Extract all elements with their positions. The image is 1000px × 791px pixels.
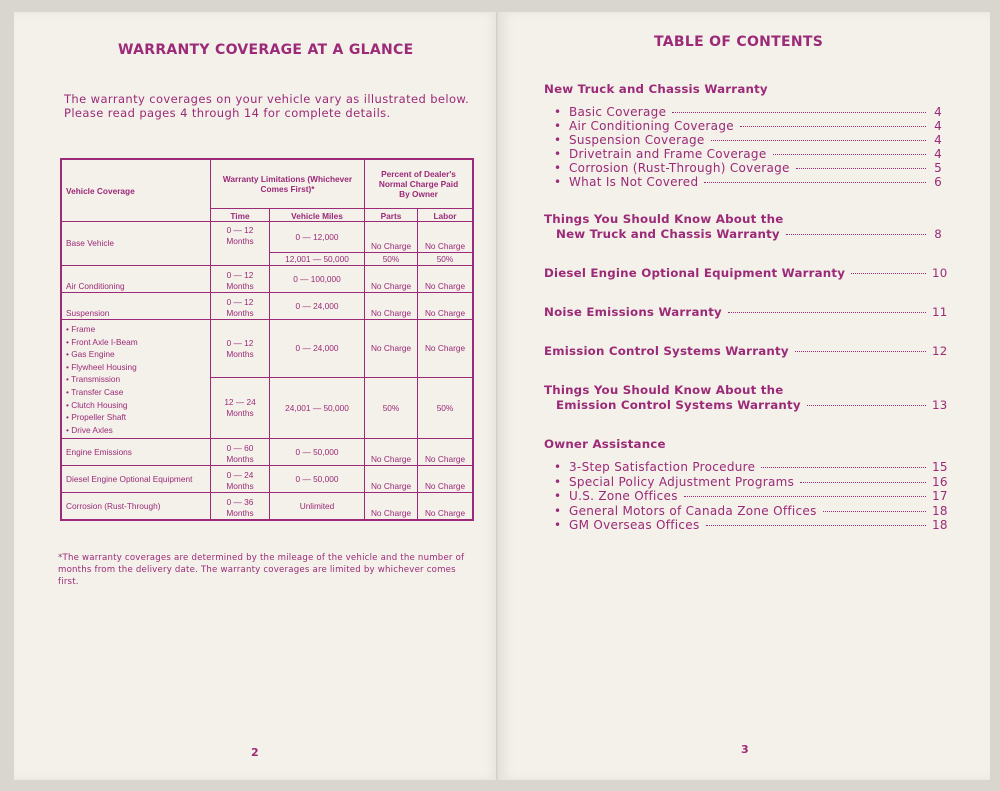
cell-time: 0 — 24 Months: [211, 466, 270, 493]
page-number: 2: [251, 746, 259, 759]
dot-leader: [684, 496, 926, 497]
toc-entry-label: Suspension Coverage: [569, 133, 705, 147]
table-row: [61, 439, 473, 466]
toc-sub-entry: [554, 133, 942, 147]
dot-leader: [786, 234, 926, 235]
cell-time: 0 — 12 Months: [211, 266, 270, 293]
dot-leader: [851, 273, 926, 274]
dot-leader: [807, 405, 926, 406]
toc-sub-entry: [554, 503, 948, 518]
toc-sub-entry: [554, 119, 942, 133]
bullet-icon: •: [554, 518, 562, 532]
row-label-corrosion: Corrosion (Rust-Through): [61, 493, 211, 521]
dot-leader: [796, 168, 926, 169]
toc-sub-entry: [554, 518, 948, 532]
cell-time: 0 — 12 Months: [211, 320, 270, 378]
list-item: • Frame: [66, 323, 208, 336]
toc-entry-diesel: [544, 266, 948, 280]
list-item: • Front Axle I-Beam: [66, 336, 208, 349]
list-item: • Drive Axles: [66, 424, 208, 437]
cell-labor: No Charge: [418, 222, 474, 253]
toc-sub-entry: [554, 460, 948, 474]
cell-miles: 0 — 24,000: [270, 293, 365, 320]
cell-time: 0 — 60 Months: [211, 439, 270, 466]
row-label-emissions: Engine Emissions: [61, 439, 211, 466]
bullet-icon: •: [554, 175, 562, 189]
toc-entry-label: What Is Not Covered: [569, 175, 699, 189]
header-percent-paid: Percent of Dealer's Normal Charge Paid By Owner: [365, 159, 474, 209]
dot-leader: [672, 112, 926, 113]
list-item: • Clutch Housing: [66, 399, 208, 412]
toc-page-number: 6: [934, 175, 942, 189]
toc-entry-label: Air Conditioning Coverage: [569, 119, 734, 133]
cell-miles: Unlimited: [270, 493, 365, 521]
table-row: [61, 293, 473, 320]
row-label-ac: Air Conditioning: [61, 266, 211, 293]
list-item: • Transfer Case: [66, 386, 208, 399]
toc-sub-entry: [554, 161, 942, 175]
toc-page-number: 11: [932, 305, 948, 319]
toc-page-number: 15: [932, 460, 948, 474]
cell-parts: No Charge: [365, 493, 418, 521]
toc-entry-label: Noise Emissions Warranty: [544, 305, 722, 319]
intro-text: The warranty coverages on your vehicle vary as illustrated below. Please read pages 4 through 14 for complete details.: [64, 92, 470, 120]
header-parts: Parts: [365, 209, 418, 222]
cell-parts: No Charge: [365, 466, 418, 493]
dot-leader: [706, 525, 926, 526]
row-label-diesel: Diesel Engine Optional Equipment: [61, 466, 211, 493]
toc-entry-noise: [544, 305, 948, 319]
toc-entry-label: General Motors of Canada Zone Offices: [569, 503, 817, 518]
toc-sub-entry: [554, 474, 948, 489]
dot-leader: [761, 467, 926, 468]
header-warranty-limitations: Warranty Limitations (Whichever Comes First)*: [211, 159, 365, 209]
header-vehicle-coverage: Vehicle Coverage: [61, 159, 211, 222]
toc-sub-entry: [554, 105, 942, 119]
row-label-drivetrain: [61, 320, 211, 439]
toc-section-owner: Owner Assistance: [544, 437, 666, 451]
cell-parts: No Charge: [365, 439, 418, 466]
cell-miles: 0 — 24,000: [270, 320, 365, 378]
table-row: [61, 466, 473, 493]
cell-time: 0 — 12 Months: [211, 222, 270, 266]
toc-entry-label: Basic Coverage: [569, 105, 667, 119]
cell-labor: 50%: [418, 378, 474, 439]
toc-page-number: 4: [934, 119, 942, 133]
bullet-icon: •: [554, 105, 562, 119]
bullet-icon: •: [554, 489, 562, 503]
dot-leader: [795, 351, 926, 352]
cell-miles: 0 — 50,000: [270, 466, 365, 493]
cell-parts: 50%: [365, 253, 418, 266]
cell-labor: No Charge: [418, 466, 474, 493]
toc-page-number: 4: [934, 133, 942, 147]
toc-page-number: 18: [932, 503, 948, 518]
toc-entry-label: Emission Control Systems Warranty: [556, 398, 801, 412]
toc-page-number: 17: [932, 489, 948, 503]
toc-entry-label: New Truck and Chassis Warranty: [556, 227, 780, 241]
cell-labor: No Charge: [418, 266, 474, 293]
page-title: TABLE OF CONTENTS: [654, 34, 824, 50]
cell-labor: No Charge: [418, 493, 474, 521]
table-header-row: [61, 159, 473, 209]
cell-labor: 50%: [418, 253, 474, 266]
toc-page-number: 4: [934, 105, 942, 119]
cell-parts: No Charge: [365, 222, 418, 253]
table-row: [61, 493, 473, 521]
cell-parts: No Charge: [365, 266, 418, 293]
cell-time: 0 — 12 Months: [211, 293, 270, 320]
left-page: [14, 12, 498, 780]
toc-sub-entry: [554, 489, 948, 503]
toc-entry-label: GM Overseas Offices: [569, 518, 700, 532]
list-item: • Transmission: [66, 373, 208, 386]
toc-entry-label: U.S. Zone Offices: [569, 489, 678, 503]
table-row: [61, 222, 473, 253]
header-vehicle-miles: Vehicle Miles: [270, 209, 365, 222]
cell-parts: 50%: [365, 378, 418, 439]
toc-page-number: 4: [934, 147, 942, 161]
bullet-icon: •: [554, 119, 562, 133]
cell-parts: No Charge: [365, 320, 418, 378]
toc-entry-things1: [544, 227, 942, 241]
bullet-icon: •: [554, 133, 562, 147]
cell-miles: 0 — 12,000: [270, 222, 365, 253]
toc-page-number: 18: [932, 518, 948, 532]
toc-sub-entry: [554, 175, 942, 189]
footnote: *The warranty coverages are determined by the mileage of the vehicle and the number of months from the delivery date. The warranty coverages are limited by whichever comes first.: [58, 553, 465, 587]
bullet-icon: •: [554, 161, 562, 175]
dot-leader: [823, 511, 926, 512]
table-row: [61, 266, 473, 293]
bullet-icon: •: [554, 460, 562, 474]
page-title: WARRANTY COVERAGE AT A GLANCE: [118, 42, 414, 58]
dot-leader: [740, 126, 926, 127]
cell-time: 0 — 36 Months: [211, 493, 270, 521]
toc-entry-things2: [544, 398, 948, 412]
toc-page-number: 13: [932, 398, 948, 412]
toc-section-things2: Things You Should Know About the: [544, 383, 784, 397]
toc-entry-label: Diesel Engine Optional Equipment Warranty: [544, 266, 846, 280]
toc-section-things1: Things You Should Know About the: [544, 212, 784, 226]
toc-sub-entry: [554, 147, 942, 161]
toc-page-number: 5: [934, 161, 942, 175]
toc-page-number: 8: [934, 227, 942, 241]
dot-leader: [704, 182, 926, 183]
bullet-icon: •: [554, 503, 562, 518]
bullet-icon: •: [554, 474, 562, 489]
toc-entry-label: 3-Step Satisfaction Procedure: [569, 460, 756, 474]
dot-leader: [711, 140, 926, 141]
toc-section-new-truck: New Truck and Chassis Warranty: [544, 82, 768, 96]
dot-leader: [773, 154, 926, 155]
dot-leader: [800, 482, 926, 483]
warranty-table: [60, 158, 474, 521]
toc-page-number: 10: [932, 266, 948, 280]
cell-labor: No Charge: [418, 439, 474, 466]
toc-entry-label: Drivetrain and Frame Coverage: [569, 147, 767, 161]
header-labor: Labor: [418, 209, 474, 222]
list-item: • Gas Engine: [66, 348, 208, 361]
toc-page-number: 12: [932, 344, 948, 358]
toc-entry-label: Emission Control Systems Warranty: [544, 344, 789, 358]
list-item: • Propeller Shaft: [66, 411, 208, 424]
table-row: [61, 320, 473, 378]
row-label-base: Base Vehicle: [61, 222, 211, 266]
bullet-icon: •: [554, 147, 562, 161]
drivetrain-list: [66, 323, 208, 436]
header-time: Time: [211, 209, 270, 222]
toc-entry-label: Special Policy Adjustment Programs: [569, 474, 795, 489]
toc-entry-label: Corrosion (Rust-Through) Coverage: [569, 161, 790, 175]
dot-leader: [728, 312, 926, 313]
cell-miles: 0 — 50,000: [270, 439, 365, 466]
cell-labor: No Charge: [418, 293, 474, 320]
cell-miles: 0 — 100,000: [270, 266, 365, 293]
cell-miles: 24,001 — 50,000: [270, 378, 365, 439]
cell-time: 12 — 24 Months: [211, 378, 270, 439]
right-page: [500, 12, 990, 780]
toc-page-number: 16: [932, 474, 948, 489]
page-number: 3: [741, 743, 749, 756]
cell-labor: No Charge: [418, 320, 474, 378]
row-label-suspension: Suspension: [61, 293, 211, 320]
cell-parts: No Charge: [365, 293, 418, 320]
list-item: • Flywheel Housing: [66, 361, 208, 374]
toc-entry-emission: [544, 344, 948, 358]
cell-miles: 12,001 — 50,000: [270, 253, 365, 266]
